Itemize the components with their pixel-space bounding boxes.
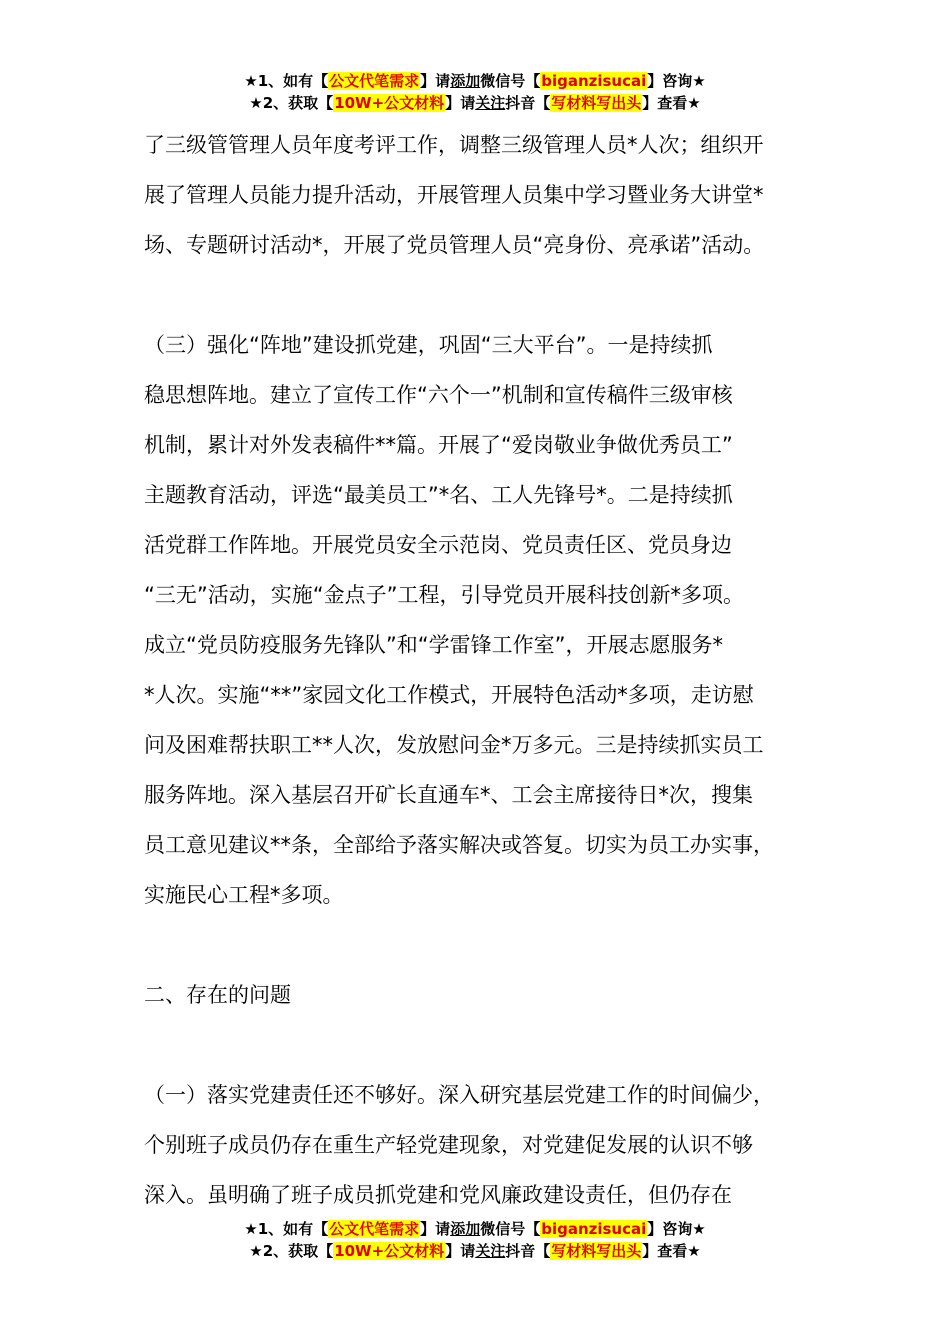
banner-underline: 关注 — [475, 1242, 506, 1260]
text-line: 问及困难帮扶职工**人次，发放慰问金*万多元。三是持续抓实员工 — [144, 733, 764, 757]
text-line: 员工意见建议**条，全部给予落实解决或答复。切实为员工办实事， — [144, 833, 774, 857]
banner-text: 】请 — [420, 1220, 451, 1238]
banner-text: 微信号【 — [480, 72, 541, 90]
banner-text: ★1、如有【 — [244, 1220, 329, 1238]
banner-text: 】请 — [420, 72, 451, 90]
banner-underline: 关注 — [475, 94, 506, 112]
banner-text: 抖音【 — [505, 1242, 551, 1260]
text-line: 展了管理人员能力提升活动，开展管理人员集中学习暨业务大讲堂* — [144, 183, 764, 207]
document-body — [144, 128, 844, 1228]
banner-highlight-wechat-id: biganzisucai — [541, 1220, 647, 1238]
text-line: “三无”活动，实施“金点子”工程，引导党员开展科技创新*多项。 — [144, 583, 745, 607]
text-line: 深入。虽明确了班子成员抓党建和党风廉政建设责任，但仍存在 — [144, 1183, 732, 1207]
banner-highlight: 10W+公文材料 — [334, 94, 445, 112]
banner-text: 】查看★ — [642, 1242, 701, 1260]
header-banner — [0, 70, 950, 114]
paragraph-3 — [144, 1078, 844, 1228]
text-line: *人次。实施“**”家园文化工作模式，开展特色活动*多项，走访慰 — [144, 683, 754, 707]
banner-highlight-douyin-id: 写材料写出头 — [551, 1242, 642, 1260]
text-line: 实施民心工程*多项。 — [144, 883, 344, 907]
banner-underline: 添加 — [450, 1220, 481, 1238]
text-line: 稳思想阵地。建立了宣传工作“六个一”机制和宣传稿件三级审核 — [144, 383, 733, 407]
banner-text: 】请 — [445, 1242, 476, 1260]
text-line: 场、专题研讨活动*，开展了党员管理人员“亮身份、亮承诺”活动。 — [144, 233, 765, 257]
banner-text: 】咨询★ — [647, 1220, 706, 1238]
text-line: 了三级管管理人员年度考评工作，调整三级管理人员*人次；组织开 — [144, 133, 764, 157]
banner-text: 】咨询★ — [647, 72, 706, 90]
banner-text: ★2、获取【 — [249, 94, 334, 112]
banner-text: 微信号【 — [480, 1220, 541, 1238]
footer-banner-line-1 — [0, 1218, 950, 1240]
footer-banner-line-2 — [0, 1240, 950, 1262]
banner-highlight: 公文代笔需求 — [329, 72, 420, 90]
banner-highlight-wechat-id: biganzisucai — [541, 72, 647, 90]
banner-highlight: 10W+公文材料 — [334, 1242, 445, 1260]
text-line: 机制，累计对外发表稿件**篇。开展了“爱岗敬业争做优秀员工” — [144, 433, 733, 457]
text-line: 个别班子成员仍存在重生产轻党建现象，对党建促发展的认识不够 — [144, 1133, 753, 1157]
text-line: （一）落实党建责任还不够好。深入研究基层党建工作的时间偏少， — [144, 1083, 774, 1107]
header-banner-line-2 — [0, 92, 950, 114]
banner-text: 抖音【 — [505, 94, 551, 112]
section-heading: 二、存在的问题 — [144, 983, 291, 1007]
paragraph-gap — [144, 278, 844, 328]
banner-text: 】请 — [445, 94, 476, 112]
text-line: 成立“党员防疫服务先锋队”和“学雷锋工作室”，开展志愿服务* — [144, 633, 724, 657]
banner-text: ★1、如有【 — [244, 72, 329, 90]
paragraph-gap — [144, 1028, 844, 1078]
banner-underline: 添加 — [450, 72, 481, 90]
header-banner-line-1 — [0, 70, 950, 92]
text-line: 活党群工作阵地。开展党员安全示范岗、党员责任区、党员身边 — [144, 533, 732, 557]
paragraph-2 — [144, 328, 844, 928]
text-line: （三）强化“阵地”建设抓党建，巩固“三大平台”。一是持续抓 — [144, 333, 713, 357]
paragraph-1 — [144, 128, 844, 278]
text-line: 主题教育活动，评选“最美员工”*名、工人先锋号*。二是持续抓 — [144, 483, 733, 507]
banner-highlight: 公文代笔需求 — [329, 1220, 420, 1238]
paragraph-gap — [144, 928, 844, 978]
banner-highlight-douyin-id: 写材料写出头 — [551, 94, 642, 112]
text-line: 服务阵地。深入基层召开矿长直通车*、工会主席接待日*次，搜集 — [144, 783, 753, 807]
footer-banner — [0, 1218, 950, 1262]
banner-text: 】查看★ — [642, 94, 701, 112]
banner-text: ★2、获取【 — [249, 1242, 334, 1260]
